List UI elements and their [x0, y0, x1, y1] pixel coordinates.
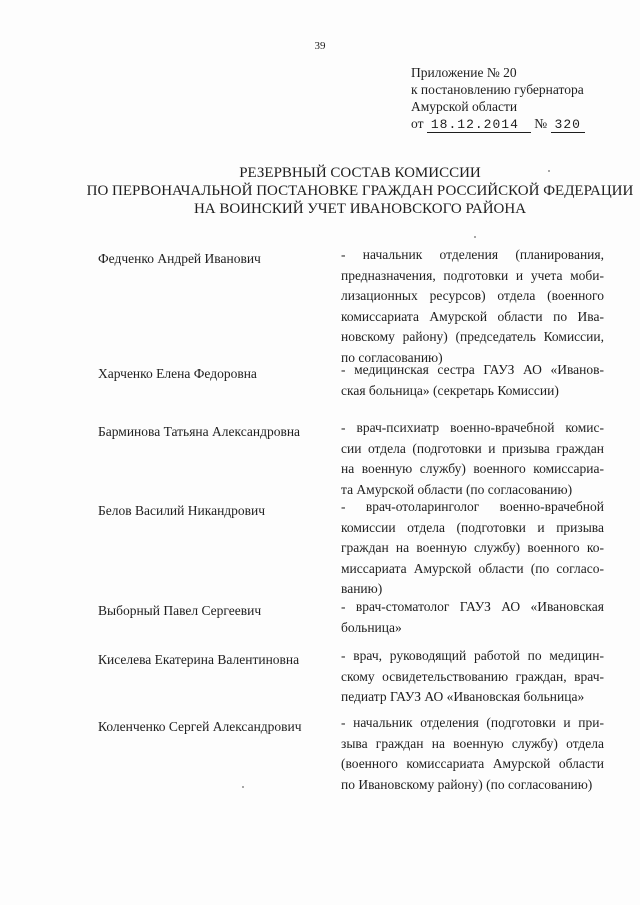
member-role	[341, 360, 604, 401]
number-prefix: №	[534, 116, 548, 131]
role-line: зыва граждан на военную службу) отдела	[341, 735, 604, 751]
role-line: новскому району) (председатель Комиссии,	[341, 329, 604, 344]
member-name: Белов Василий Никандрович	[98, 503, 266, 518]
role-line: педиатр ГАУЗ АО «Ивановская больница»	[341, 689, 585, 704]
role-line: скому освидетельствованию граждан, врач-	[341, 668, 604, 684]
role-line: предназначения, подготовки и учета моби-	[341, 267, 604, 283]
role-line: - врач-стоматолог ГАУЗ АО «Ивановская	[341, 599, 604, 614]
member-name: Коленченко Сергей Александрович	[98, 719, 302, 734]
member-name: Харченко Елена Федоровна	[98, 366, 257, 381]
role-line: сии отдела (подготовки и призыва граждан	[341, 440, 604, 456]
appendix-reference: к постановлению губернатора	[411, 82, 584, 97]
role-line: та Амурской области (по согласованию)	[341, 481, 573, 497]
role-line: - начальник отделения (подготовки и при-	[341, 715, 604, 730]
member-name: Выборный Павел Сергеевич	[98, 603, 262, 618]
scan-speck	[242, 786, 244, 788]
page-number: 39	[314, 40, 326, 52]
scan-speck	[548, 170, 550, 172]
role-line: - начальник отделения (планирования,	[341, 247, 604, 262]
document-title	[60, 164, 640, 218]
member-role	[341, 713, 604, 795]
title-line-2: ПО ПЕРВОНАЧАЛЬНОЙ ПОСТАНОВКЕ ГРАЖДАН РОССИЙСКОЙ ФЕДЕРАЦИИ	[86, 183, 634, 199]
role-line: на военную службу) военного комиссариа-	[341, 461, 604, 476]
role-line: лизационных ресурсов) отдела (военного	[341, 288, 604, 303]
role-line: (военного комиссариата Амурской области	[341, 756, 604, 771]
member-role	[341, 245, 604, 368]
role-line: миссариата Амурской области (по согласо-	[341, 560, 604, 576]
appendix-block	[411, 64, 585, 133]
date-prefix: от	[411, 116, 424, 131]
role-line: по Ивановскому району) (по согласованию)	[341, 776, 593, 792]
title-line-3: НА ВОИНСКИЙ УЧЕТ ИВАНОВСКОГО РАЙОНА	[193, 201, 527, 217]
title-line-1: РЕЗЕРВНЫЙ СОСТАВ КОМИССИИ	[239, 165, 481, 181]
role-line: ская больница» (секретарь Комиссии)	[341, 382, 559, 398]
member-name: Киселева Екатерина Валентиновна	[98, 652, 300, 667]
role-line: по согласованию)	[341, 349, 443, 365]
scan-speck	[474, 236, 476, 238]
role-line: больница»	[341, 619, 402, 635]
appendix-region: Амурской области	[411, 99, 518, 114]
member-role	[341, 646, 604, 708]
role-line: ванию)	[341, 581, 383, 596]
decree-date: 18.12.2014	[427, 117, 531, 133]
member-role	[341, 597, 604, 638]
member-role	[341, 418, 604, 500]
role-line: граждан на военную службу) военного ко-	[341, 540, 604, 555]
appendix-number: Приложение № 20	[411, 65, 517, 80]
member-name: Федченко Андрей Иванович	[98, 251, 261, 266]
decree-number: 320	[551, 117, 585, 133]
role-line: комиссариата Амурской области по Ива-	[341, 308, 604, 324]
role-line: комиссии отдела (подготовки и призыва	[341, 519, 604, 535]
member-name: Барминова Татьяна Александровна	[98, 424, 301, 439]
role-line: - врач-психиатр военно-врачебной комис-	[341, 420, 604, 435]
role-line: - врач, руководящий работой по медицин-	[341, 648, 604, 663]
role-line: - врач-отоларинголог военно-врачебной	[341, 499, 604, 514]
role-line: - медицинская сестра ГАУЗ АО «Иванов-	[341, 362, 604, 377]
appendix-date-line	[411, 115, 585, 133]
member-role	[341, 497, 604, 600]
